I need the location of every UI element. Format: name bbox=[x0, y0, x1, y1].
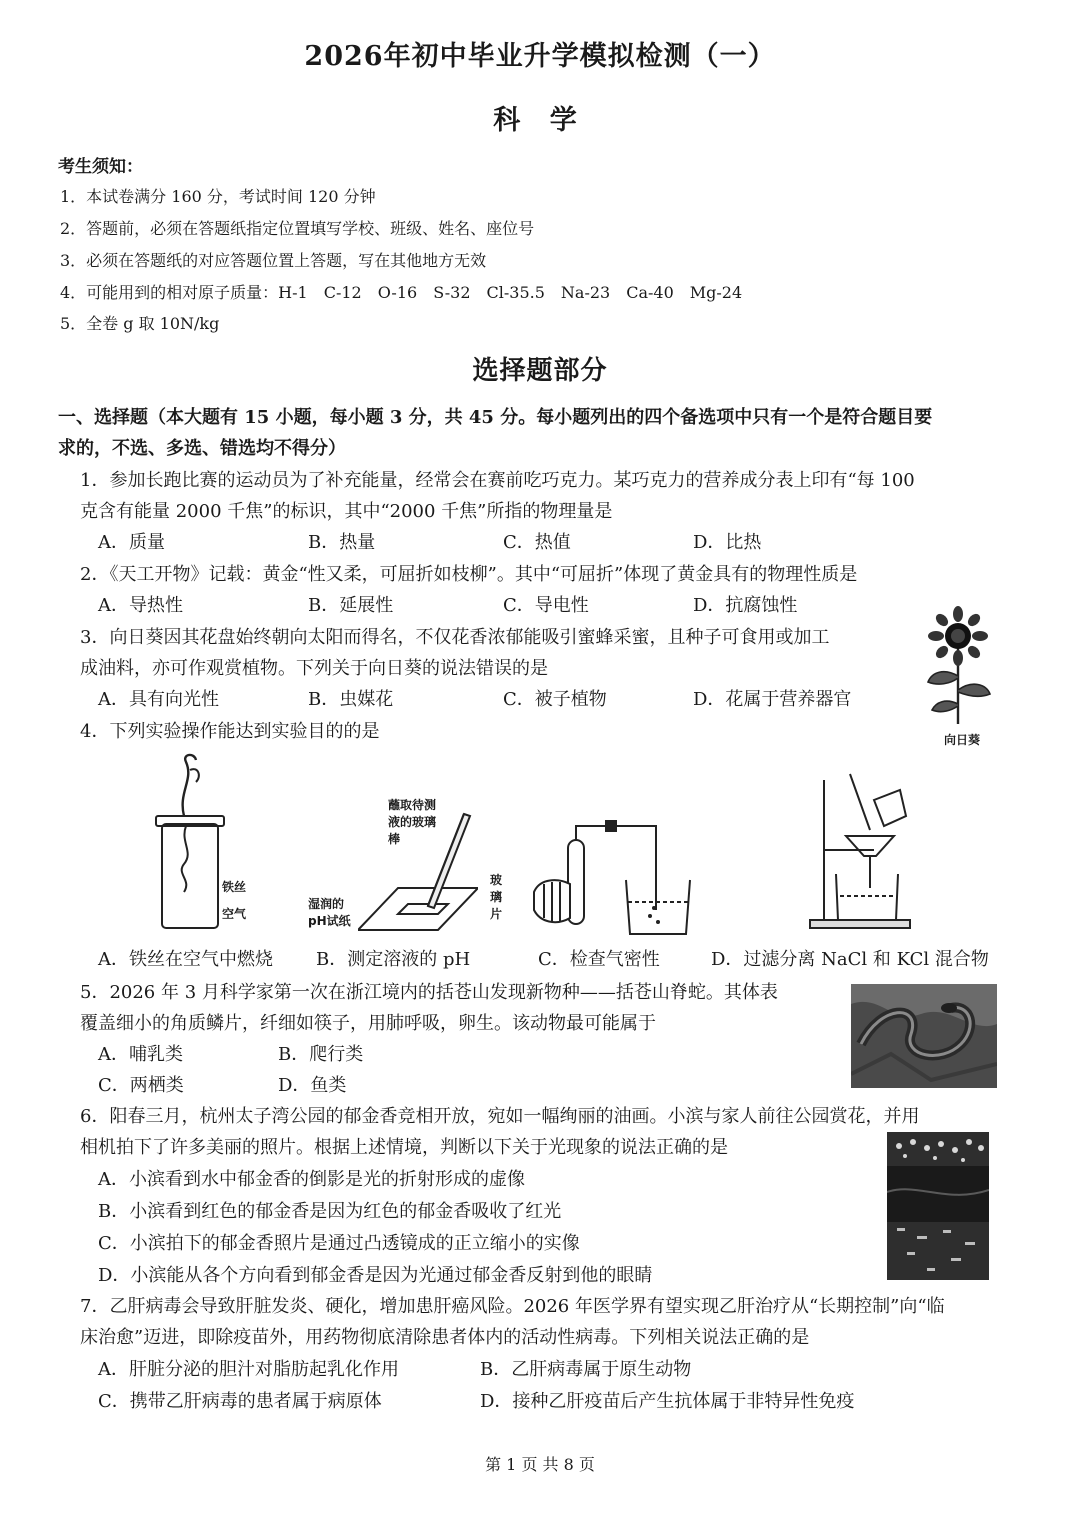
question-5-option-b: B．爬行类 bbox=[278, 1044, 364, 1065]
question-7-option-d: D．接种乙肝疫苗后产生抗体属于非特异性免疫 bbox=[480, 1391, 855, 1412]
question-7-stem-cont: 床治愈”迈进，即除疫苗外，用药物彻底清除患者体内的活动性病毒。下列相关说法正确的是 bbox=[80, 1327, 810, 1348]
question-2-option-d: D．抗腐蚀性 bbox=[693, 595, 798, 616]
iron-wire-label: 铁丝 bbox=[222, 880, 247, 894]
question-5-option-a: A．哺乳类 bbox=[98, 1044, 183, 1065]
question-5-stem-cont: 覆盖细小的角质鳞片，纤细如筷子，用肺呼吸，卵生。该动物最可能属于 bbox=[80, 1013, 656, 1034]
glass-rod-label: 蘸取待测液的玻璃棒 bbox=[388, 798, 437, 846]
notice-item: 2．答题前，必须在答题纸指定位置填写学校、班级、姓名、座位号 bbox=[60, 219, 535, 238]
question-6-option-a: A．小滨看到水中郁金香的倒影是光的折射形成的虚像 bbox=[98, 1169, 525, 1190]
part-title: 选择题部分 bbox=[472, 356, 608, 386]
question-6-stem: 6．阳春三月，杭州太子湾公园的郁金香竞相开放，宛如一幅绚丽的油画。小滨与家人前往公园赏花，并用 bbox=[80, 1106, 920, 1127]
question-6-option-d: D．小滨能从各个方向看到郁金香是因为光通过郁金香反射到他的眼睛 bbox=[98, 1265, 653, 1286]
question-4-option-b: B．测定溶液的 pH bbox=[316, 949, 471, 970]
iron-wire-apparatus-figure bbox=[150, 752, 230, 932]
question-5-option-d: D．鱼类 bbox=[278, 1075, 347, 1096]
question-7-option-c: C．携带乙肝病毒的患者属于病原体 bbox=[98, 1391, 382, 1412]
question-6-option-b: B．小滨看到红色的郁金香是因为红色的郁金香吸收了红光 bbox=[98, 1201, 562, 1222]
question-1-option-b: B．热量 bbox=[308, 532, 376, 553]
question-1-stem-cont: 克含有能量 2000 千焦”的标识，其中“2000 千焦”所指的物理量是 bbox=[80, 501, 613, 522]
question-2-option-a: A．导热性 bbox=[98, 595, 183, 616]
tulip-photo bbox=[887, 1132, 989, 1280]
notice-heading: 考生须知： bbox=[58, 157, 143, 177]
question-2-stem: 2．《天工开物》记载：黄金“性又柔，可屈折如枝柳”。其中“可屈折”体现了黄金具有的物理性质是 bbox=[80, 564, 858, 585]
question-3-stem-cont: 成油料，亦可作观赏植物。下列关于向日葵的说法错误的是 bbox=[80, 658, 548, 679]
airtightness-apparatus-figure bbox=[530, 818, 700, 938]
question-4-stem: 4．下列实验操作能达到实验目的的是 bbox=[80, 721, 380, 742]
question-1-stem: 1．参加长跑比赛的运动员为了补充能量，经常会在赛前吃巧克力。某巧克力的营养成分表上印有“每 100 bbox=[80, 470, 915, 491]
question-3-option-c: C．被子植物 bbox=[503, 689, 607, 710]
snake-photo bbox=[851, 984, 997, 1088]
question-3-option-a: A．具有向光性 bbox=[98, 689, 219, 710]
sunflower-figure bbox=[918, 606, 998, 726]
question-4-option-d: D．过滤分离 NaCl 和 KCl 混合物 bbox=[711, 949, 989, 970]
question-2-option-b: B．延展性 bbox=[308, 595, 394, 616]
air-label: 空气 bbox=[222, 907, 247, 921]
notice-item: 3．必须在答题纸的对应答题位置上答题，写在其他地方无效 bbox=[60, 251, 487, 270]
section-instructions-line2: 求的，不选、多选、错选均不得分） bbox=[58, 438, 346, 459]
question-5-stem: 5．2026 年 3 月科学家第一次在浙江境内的括苍山发现新物种——括苍山脊蛇。其体表 bbox=[80, 982, 778, 1003]
glass-slide-label: 玻璃片 bbox=[490, 873, 503, 921]
question-3-stem: 3．向日葵因其花盘始终朝向太阳而得名，不仅花香浓郁能吸引蜜蜂采蜜，且种子可食用或加工 bbox=[80, 627, 830, 648]
question-1-option-a: A．质量 bbox=[98, 532, 165, 553]
sunflower-caption: 向日葵 bbox=[944, 733, 981, 747]
notice-item: 5．全卷 g 取 10N/kg bbox=[60, 314, 220, 333]
question-7-stem: 7．乙肝病毒会导致肝脏发炎、硬化，增加患肝癌风险。2026 年医学界有望实现乙肝治疗从“长期控制”向“临 bbox=[80, 1296, 945, 1317]
ph-test-figure bbox=[358, 800, 478, 940]
question-7-option-b: B．乙肝病毒属于原生动物 bbox=[480, 1359, 692, 1380]
section-instructions-line1: 一、选择题（本大题有 15 小题，每小题 3 分，共 45 分。每小题列出的四个备选项中只有一个是符合题目要 bbox=[58, 407, 933, 428]
ph-paper-label: 湿润的pH试纸 bbox=[308, 897, 351, 928]
question-7-option-a: A．肝脏分泌的胆汁对脂肪起乳化作用 bbox=[98, 1359, 399, 1380]
page-number: 第 1 页 共 8 页 bbox=[485, 1455, 595, 1474]
notice-item: 1．本试卷满分 160 分，考试时间 120 分钟 bbox=[60, 187, 376, 206]
exam-title: 2026年初中毕业升学模拟检测（一） bbox=[304, 41, 776, 72]
question-5-option-c: C．两栖类 bbox=[98, 1075, 184, 1096]
subject-title: 科 学 bbox=[493, 105, 587, 136]
notice-item: 4．可能用到的相对原子质量：H-1 C-12 O-16 S-32 Cl-35.5 Na-23 Ca-40 Mg-24 bbox=[60, 283, 743, 302]
question-3-option-b: B．虫媒花 bbox=[308, 689, 394, 710]
question-2-option-c: C．导电性 bbox=[503, 595, 589, 616]
question-4-option-c: C．检查气密性 bbox=[538, 949, 660, 970]
question-1-option-d: D．比热 bbox=[693, 532, 762, 553]
question-3-option-d: D．花属于营养器官 bbox=[693, 689, 852, 710]
question-4-option-a: A．铁丝在空气中燃烧 bbox=[98, 949, 273, 970]
filtration-apparatus-figure bbox=[806, 770, 916, 930]
question-1-option-c: C．热值 bbox=[503, 532, 571, 553]
question-6-stem-cont: 相机拍下了许多美丽的照片。根据上述情境，判断以下关于光现象的说法正确的是 bbox=[80, 1137, 728, 1158]
question-6-option-c: C．小滨拍下的郁金香照片是通过凸透镜成的正立缩小的实像 bbox=[98, 1233, 580, 1254]
